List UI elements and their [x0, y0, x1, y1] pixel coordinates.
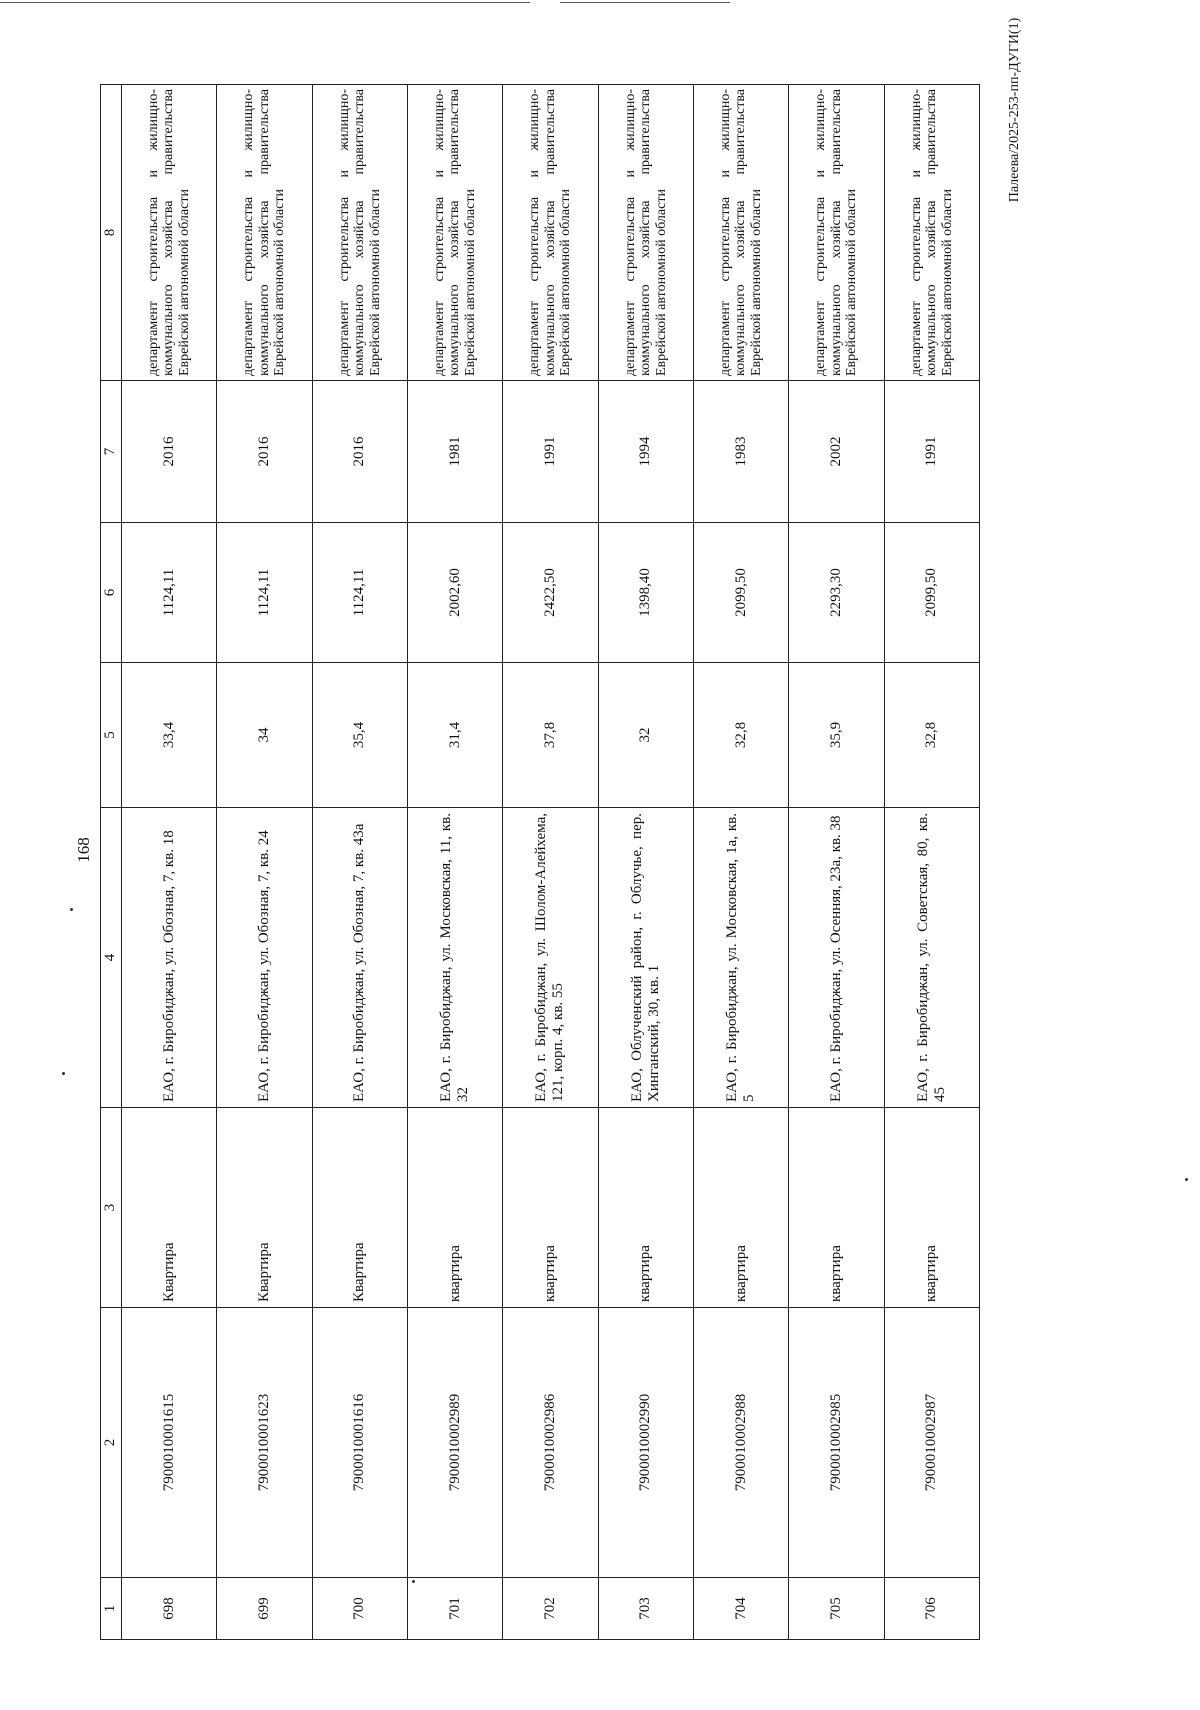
column-header: 3	[101, 1108, 122, 1308]
row-number-cell: 701	[407, 1578, 502, 1640]
year-cell: 1981	[407, 381, 502, 523]
area-cell: 35,4	[312, 663, 407, 808]
cadastral-number-cell: 7900010002986	[503, 1308, 598, 1578]
address-cell: ЕАО, Облученский район, г. Облучье, пер. Хинганский, 30, кв. 1	[598, 808, 693, 1108]
area-cell: 34	[217, 663, 312, 808]
value-cell: 1124,11	[312, 523, 407, 663]
holder-cell: департамент строительства и жилищно-коммунального хозяйства правительства Еврейской автономной области	[407, 85, 502, 381]
value-cell: 1124,11	[217, 523, 312, 663]
column-header: 1	[101, 1578, 122, 1640]
holder-cell: департамент строительства и жилищно-коммунального хозяйства правительства Еврейской автономной области	[693, 85, 788, 381]
address-cell: ЕАО, г. Биробиджан, ул. Московская, 1а, кв. 5	[693, 808, 788, 1108]
table-row	[693, 85, 788, 1640]
address-cell: ЕАО, г. Биробиджан, ул. Советская, 80, кв. 45	[884, 808, 979, 1108]
holder-cell: департамент строительства и жилищно-коммунального хозяйства правительства Еврейской автономной области	[503, 85, 598, 381]
page-number: 168	[74, 837, 93, 863]
value-cell: 1124,11	[122, 523, 217, 663]
holder-cell: департамент строительства и жилищно-коммунального хозяйства правительства Еврейской автономной области	[312, 85, 407, 381]
row-number-cell: 700	[312, 1578, 407, 1640]
column-header: 5	[101, 663, 122, 808]
value-cell: 2422,50	[503, 523, 598, 663]
value-cell: 1398,40	[598, 523, 693, 663]
property-table-container	[100, 85, 980, 1640]
table-row	[407, 85, 502, 1640]
scan-speck	[62, 1072, 65, 1075]
cadastral-number-cell: 7900010002987	[884, 1308, 979, 1578]
address-cell: ЕАО, г. Биробиджан, ул. Осенняя, 23а, кв. 38	[789, 808, 884, 1108]
area-cell: 35,9	[789, 663, 884, 808]
cadastral-number-cell: 7900010001623	[217, 1308, 312, 1578]
column-header: 8	[101, 85, 122, 381]
holder-cell: департамент строительства и жилищно-коммунального хозяйства правительства Еврейской автономной области	[217, 85, 312, 381]
address-cell: ЕАО, г. Биробиджан, ул. Обозная, 7, кв. 24	[217, 808, 312, 1108]
holder-cell: департамент строительства и жилищно-коммунального хозяйства правительства Еврейской автономной области	[884, 85, 979, 381]
property-type-cell: квартира	[884, 1108, 979, 1308]
column-header: 4	[101, 808, 122, 1108]
holder-cell: департамент строительства и жилищно-коммунального хозяйства правительства Еврейской автономной области	[598, 85, 693, 381]
area-cell: 32	[598, 663, 693, 808]
row-number-cell: 698	[122, 1578, 217, 1640]
row-number-cell: 704	[693, 1578, 788, 1640]
row-number-cell: 703	[598, 1578, 693, 1640]
cadastral-number-cell: 7900010002990	[598, 1308, 693, 1578]
property-type-cell: квартира	[693, 1108, 788, 1308]
cadastral-number-cell: 7900010001616	[312, 1308, 407, 1578]
cadastral-number-cell: 7900010002988	[693, 1308, 788, 1578]
scan-edge-line	[560, 2, 730, 3]
year-cell: 1991	[503, 381, 598, 523]
area-cell: 37,8	[503, 663, 598, 808]
cadastral-number-cell: 7900010002985	[789, 1308, 884, 1578]
address-cell: ЕАО, г. Биробиджан, ул. Шолом-Алейхема, 121, корп. 4, кв. 55	[503, 808, 598, 1108]
holder-cell: департамент строительства и жилищно-коммунального хозяйства правительства Еврейской автономной области	[122, 85, 217, 381]
property-type-cell: квартира	[407, 1108, 502, 1308]
cadastral-number-cell: 7900010001615	[122, 1308, 217, 1578]
row-number-cell: 699	[217, 1578, 312, 1640]
scan-speck	[70, 908, 73, 911]
row-number-cell: 706	[884, 1578, 979, 1640]
value-cell: 2002,60	[407, 523, 502, 663]
year-cell: 1994	[598, 381, 693, 523]
table-row	[884, 85, 979, 1640]
column-header: 2	[101, 1308, 122, 1578]
row-number-cell: 705	[789, 1578, 884, 1640]
column-header: 6	[101, 523, 122, 663]
address-cell: ЕАО, г. Биробиджан, ул. Обозная, 7, кв. 18	[122, 808, 217, 1108]
property-type-cell: Квартира	[312, 1108, 407, 1308]
table-row	[312, 85, 407, 1640]
scan-edge-line	[0, 2, 530, 3]
table-row	[503, 85, 598, 1640]
table-row	[598, 85, 693, 1640]
row-number-cell: 702	[503, 1578, 598, 1640]
year-cell: 2002	[789, 381, 884, 523]
table-row	[217, 85, 312, 1640]
property-type-cell: квартира	[598, 1108, 693, 1308]
area-cell: 33,4	[122, 663, 217, 808]
address-cell: ЕАО, г. Биробиджан, ул. Обозная, 7, кв. 43а	[312, 808, 407, 1108]
scan-speck	[1185, 1178, 1188, 1181]
year-cell: 1983	[693, 381, 788, 523]
property-type-cell: Квартира	[122, 1108, 217, 1308]
table-row	[789, 85, 884, 1640]
area-cell: 32,8	[693, 663, 788, 808]
address-cell: ЕАО, г. Биробиджан, ул. Московская, 11, кв. 32	[407, 808, 502, 1108]
property-type-cell: квартира	[789, 1108, 884, 1308]
column-header: 7	[101, 381, 122, 523]
value-cell: 2099,50	[884, 523, 979, 663]
document-code: Палеева/2025-253-пп-ДУГИ(1)	[1007, 17, 1022, 203]
area-cell: 32,8	[884, 663, 979, 808]
table-header-row	[101, 85, 122, 1640]
year-cell: 2016	[312, 381, 407, 523]
property-type-cell: квартира	[503, 1108, 598, 1308]
table-row	[122, 85, 217, 1640]
value-cell: 2099,50	[693, 523, 788, 663]
holder-cell: департамент строительства и жилищно-коммунального хозяйства правительства Еврейской автономной области	[789, 85, 884, 381]
property-type-cell: Квартира	[217, 1108, 312, 1308]
year-cell: 1991	[884, 381, 979, 523]
area-cell: 31,4	[407, 663, 502, 808]
year-cell: 2016	[217, 381, 312, 523]
cadastral-number-cell: 7900010002989	[407, 1308, 502, 1578]
year-cell: 2016	[122, 381, 217, 523]
property-table	[100, 84, 980, 1640]
value-cell: 2293,30	[789, 523, 884, 663]
